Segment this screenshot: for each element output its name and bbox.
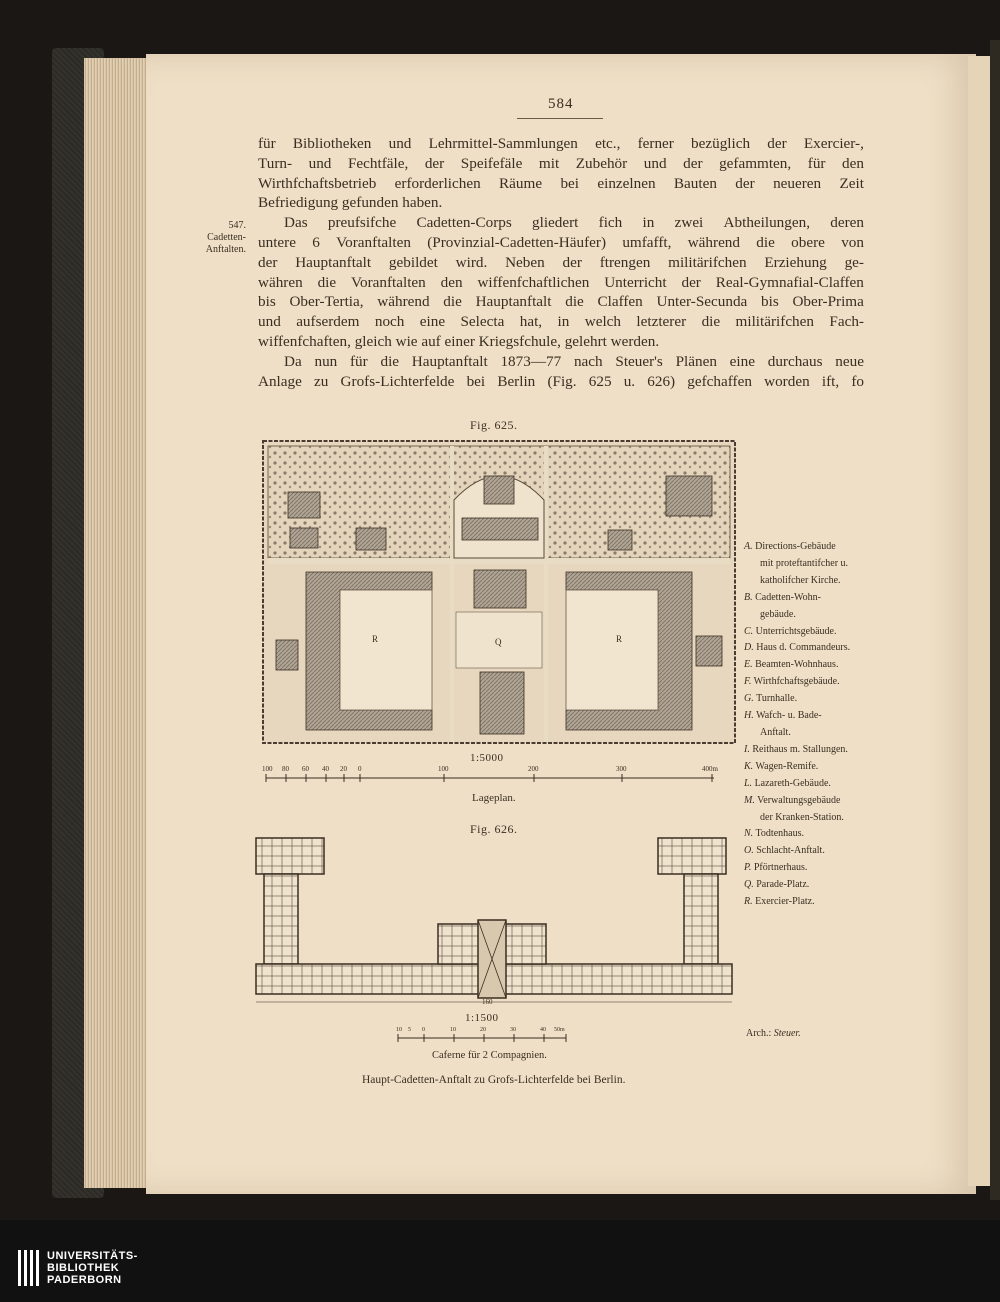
legend-item: gebäude. [760,608,796,620]
legend-item: I. Reithaus m. Stallungen. [744,743,848,755]
site-plan [262,440,736,744]
margin-note-number: 547. [228,220,246,231]
text-line: Das preufsifche Cadetten-Corps gliedert fich in zwei Abtheilungen, deren [284,214,864,232]
text-line: für Bibliotheken und Lehrmittel-Sammlungen etc., ferner bezüglich der Exercier-, [258,135,864,152]
legend-item: Q. Parade-Platz. [744,879,810,891]
scale-tick: 40 [540,1027,546,1033]
legend-item: katholifcher Kirche. [760,574,841,586]
fig625-scale: 1:5000 [470,752,504,764]
text-line: Befriedigung gefunden haben. [258,194,443,212]
main-caption: Haupt-Cadetten-Anftalt zu Grofs-Lichterfelde bei Berlin. [362,1074,626,1086]
page-number-rule [517,118,603,119]
scale-tick: 80 [282,765,289,773]
scale-tick: 400m [702,765,718,773]
plan-letter-q: Q [495,637,502,647]
legend-item: B. Cadetten-Wohn- [744,591,821,603]
dimension-label: 160 [482,998,493,1006]
legend-item: P. Pförtnerhaus. [744,862,808,874]
margin-note-line1: Cadetten- [207,232,246,243]
legend-item: G. Turnhalle. [744,693,798,705]
text-line: Da nun für die Hauptanftalt 1873—77 nach Steuer's Plänen eine durchaus neue [284,352,864,370]
legend-item: H. Wafch- u. Bade- [744,710,822,722]
scale-tick: 10 [450,1027,456,1033]
margin-note [190,220,246,256]
fig626-scale-bar [394,1024,574,1046]
legend-item: K. Wagen-Remife. [744,760,819,772]
fig626-label: Fig. 626. [470,822,518,836]
legend-item: L. Lazareth-Gebäude. [744,777,831,789]
scale-tick: 5 [408,1027,411,1033]
legend-item: E. Beamten-Wohnhaus. [744,659,839,671]
plan-letter-r-right: R [616,634,623,644]
text-line: währen die Voranftalten den wiffenfchaftlichen Unterricht der Real-Gymnafial-Claffen [258,273,864,291]
scale-tick: 100 [438,765,449,773]
architect-name: Steuer. [773,1028,801,1039]
library-logo-text: UNIVERSITÄTS- BIBLIOTHEK PADERBORN [47,1250,138,1286]
text-line: und aufserdem noch eine Selecta hat, in welch letzterer die militärifchen Fach- [258,313,864,331]
text-line: Turn- und Fechtfäle, der Speifefäle mit Zubehör und der gefammten, für den [258,154,864,172]
scale-tick: 40 [322,765,329,773]
architect-credit [746,1028,801,1039]
legend-item: Anftalt. [760,726,791,738]
fig625-label: Fig. 625. [470,418,518,432]
scale-tick: 60 [302,765,309,773]
legend-item: D. Haus d. Commandeurs. [744,642,851,654]
legend-item: M. Verwaltungsgebäude [744,794,841,806]
legend-item: C. Unterrichtsgebäude. [744,625,837,637]
scale-tick: 0 [422,1027,425,1033]
plan-letter-r-left: R [372,634,379,644]
body-text [258,134,864,391]
text-line: wiffenfchaften, gleich wie auf einer Kriegsfchule, gelehrt werden. [258,332,660,350]
page-number: 584 [548,96,574,112]
scale-tick: 300 [616,765,627,773]
text-line: der Hauptanftalt gebildet wird. Neben der ftrengen militärifchen Erziehung ge- [258,253,864,271]
scale-tick: 30 [510,1027,516,1033]
scale-tick: 100 [262,765,273,773]
scale-tick: 50m [554,1027,565,1033]
margin-note-line2: Anftalten. [205,244,246,255]
legend-item: R. Exercier-Platz. [744,896,815,908]
architect-label: Arch.: [746,1028,772,1039]
text-line: Anlage zu Grofs-Lichterfelde bei Berlin (Fig. 625 u. 626) gefchaffen worden ift, fo [258,372,864,390]
scale-tick: 200 [528,765,539,773]
book-cover-right [990,40,1000,1200]
legend-item: F. Wirthfchaftsgebäude. [744,676,840,688]
fig626-scale: 1:1500 [465,1012,499,1024]
page-edges [84,58,150,1188]
fig625-caption: Lageplan. [472,792,516,804]
text-line: untere 6 Voranftalten (Provinzial-Cadetten-Häufer) umfafft, während die obere von [258,233,864,251]
scale-tick: 10 [396,1027,402,1033]
plan-legend [744,539,924,911]
fig626-caption: Caferne für 2 Compagnien. [432,1050,547,1061]
legend-item: N. Todtenhaus. [744,828,804,840]
legend-item: mit proteftantifcher u. [760,557,849,569]
scale-tick: 0 [358,765,362,773]
text-line: bis Ober-Tertia, während die Hauptanftalt die Claffen Unter-Secunda bis Ober-Prima [258,293,864,311]
text-line: Wirthfchaftsbetrieb erforderlichen Räume bei einzelnen Bauten der neueren Zeit [258,174,864,192]
scale-tick: 20 [340,765,347,773]
barracks-floor-plan [252,836,736,1012]
library-logo-mark [18,1250,39,1286]
scale-tick: 20 [480,1027,486,1033]
legend-item: A. Directions-Gebäude [744,541,836,552]
library-logo [18,1250,138,1286]
legend-item: der Kranken-Station. [760,811,844,823]
fig625-scale-bar [262,764,722,786]
legend-item: O. Schlacht-Anftalt. [744,845,825,857]
